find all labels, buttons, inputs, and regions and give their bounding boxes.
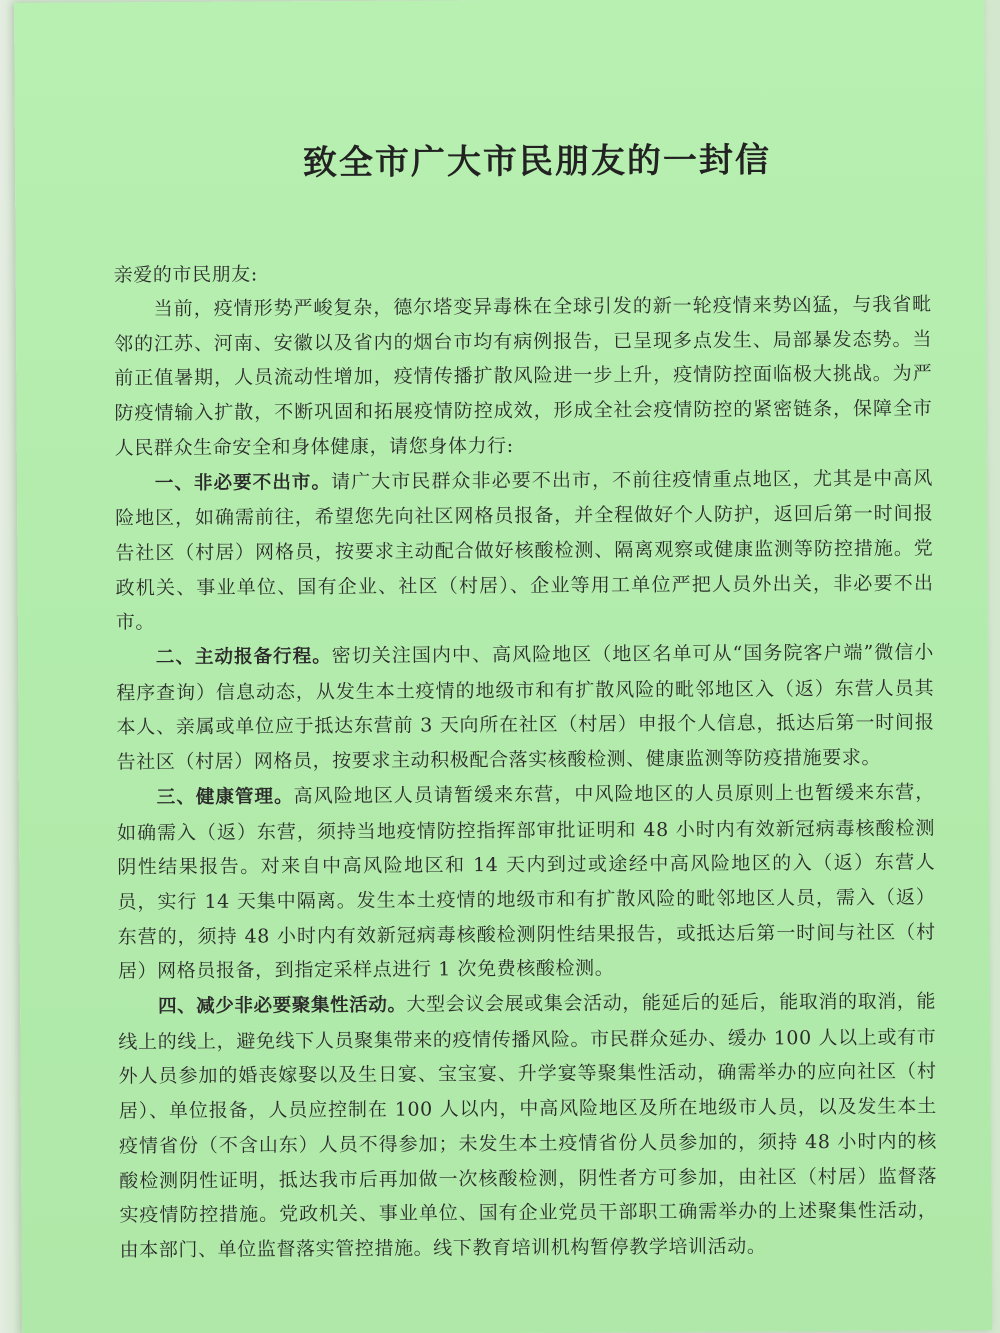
section-2-paragraph: [116, 635, 935, 780]
letter-title: 致全市广大市民朋友的一封信: [302, 140, 772, 184]
letter-greeting: 亲爱的市民朋友:: [113, 263, 258, 287]
section-4-heading: 四、减少非必要聚集性活动。: [157, 994, 407, 1018]
section-1-paragraph: [115, 461, 934, 641]
section-2-heading: 二、主动报备行程。: [155, 646, 332, 669]
section-4-paragraph: [118, 984, 938, 1268]
section-1-body: 请广大市民群众非必要不出市，不前往疫情重点地区，尤其是中高风险地区，如确需前往，希望您先向社区网格员报备，并全程做好个人防护，返回后第一时间报告社区（村居）网格员，按要求主动配合做好核酸检测、隔离观察或健康监测等防控措施。党政机关、事业单位、国有企业、社区（村居）、企业等用工单位严把人员外出关，非必要不出市。: [115, 466, 934, 634]
green-paper-sheet: [14, 0, 992, 1333]
section-3-paragraph: [117, 775, 936, 989]
section-2-body: 密切关注国内中、高风险地区（地区名单可从“国务院客户端”微信小程序查询）信息动态，从发生本土疫情的地级市和有扩散风险的毗邻地区入（返）东营人员其本人、亲属或单位应于抵达东营前 3 天向所在社区（村居）申报个人信息，抵达后第一时间报告社区（村居）网格员，按要求主动积极配合落实核酸检测、健康监测等防疫措施要求。: [116, 641, 935, 774]
letter-body: [113, 135, 938, 1268]
intro-paragraph: 当前，疫情形势严峻复杂，德尔塔变异毒株在全球引发的新一轮疫情来势凶猛，与我省毗邻的江苏、河南、安徽以及省内的烟台市均有病例报告，已呈现多点发生、局部暴发态势。当前正值暑期，人员流动性增加，疫情传播扩散风险进一步上升，疫情防控面临极大挑战。为严防疫情输入扩散，不断巩固和拓展疫情防控成效，形成全社会疫情防控的紧密链条，保障全市人民群众生命安全和身体健康，请您身体力行:: [114, 293, 933, 460]
section-1-heading: 一、非必要不出市。: [154, 471, 332, 494]
section-3-body: 高风险地区人员请暂缓来东营，中风险地区的人员原则上也暂缓来东营，如确需入（返）东营，须持当地疫情防控指挥部审批证明和 48 小时内有效新冠病毒核酸检测阴性结果报告。对来自中高风险地区和 14 天内到过或途经中高风险地区的入（返）东营人员，实行 14 天集中隔离。发生本土疫情的地级市和有扩散风险的毗邻地区人员，需入（返）东营的，须持 48 小时内有效新冠病毒核酸检测阴性结果报告，或抵达后第一时间与社区（村居）网格员报备，到指定采样点进行 1 次免费核酸检测。: [117, 781, 936, 983]
section-3-heading: 三、健康管理。: [156, 786, 294, 808]
section-4-body: 大型会议会展或集会活动，能延后的延后，能取消的取消，能线上的线上，避免线下人员聚集带来的疫情传播风险。市民群众延办、缓办 100 人以上或有市外人员参加的婚丧嫁娶以及生日宴、宝宝宴、升学宴等聚集性活动，确需举办的应向社区（村居）、单位报备，人员应控制在 100 人以内，中高风险地区及所在地级市人员，以及发生本土疫情省份（不含山东）人员不得参加；未发生本土疫情省份人员参加的，须持 48 小时内的核酸检测阴性证明，抵达我市后再加做一次核酸检测，阴性者方可参加，由社区（村居）监督落实疫情防控措施。党政机关、事业单位、国有企业党员干部职工确需举办的上述聚集性活动，由本部门、单位监督落实管控措施。线下教育培训机构暂停教学培训活动。: [118, 990, 938, 1262]
